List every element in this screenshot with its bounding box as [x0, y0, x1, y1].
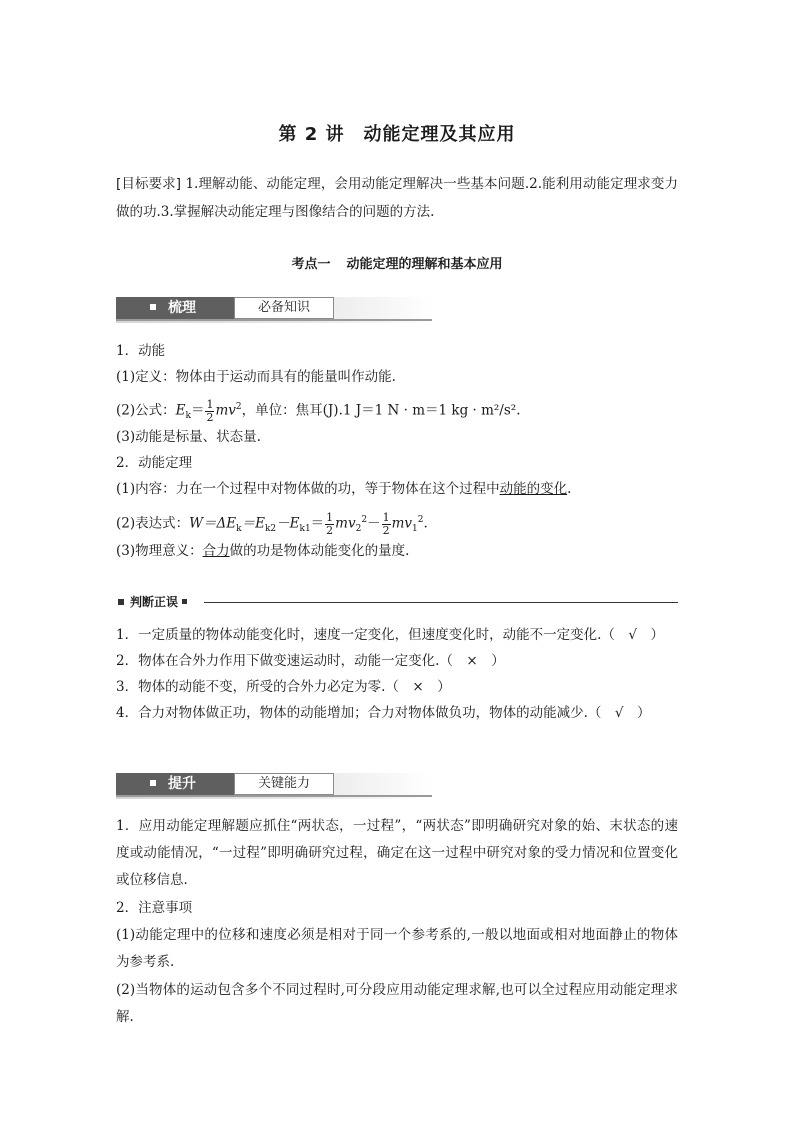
square-bullet-icon — [182, 599, 187, 604]
fraction-one-half: $\frac{1}{2}$ — [206, 397, 214, 424]
learning-goals — [116, 170, 678, 226]
judge-item: 2．物体在合外力作用下做变速运动时，动能一定变化.（ × ） — [116, 653, 505, 669]
section-tab-improve: 提升 — [116, 773, 234, 795]
header-rule — [204, 602, 678, 603]
formula-line: (2)公式：$E_k=$ $\frac{1}{2}$ $mv^2$，单位：焦耳(J).1 J＝1 N · m＝1 kg · m²/s². — [116, 397, 521, 424]
judge-header: 判断正误 — [116, 594, 678, 610]
judge-item: 4．合力对物体做正功，物体的动能增加；合力对物体做负功，物体的动能减少.（ √ ） — [116, 705, 651, 721]
paragraph-note-2: (2)当物体的运动包含多个不同过程时,可分段应用动能定理求解,也可以全过程应用动能定理求解. — [116, 982, 678, 1025]
section-subtab-skills: 关键能力 — [234, 773, 334, 795]
paragraph-note-1: (1)动能定理中的位移和速度必须是相对于同一个参考系的,一般以地面或相对地面静止的物体为参考系. — [116, 927, 678, 970]
paragraph-principles: 1．应用动能定理解题应抓住“两状态，一过程”，“两状态”即明确研究对象的始、末状态的速度或动能情况，“一过程”即明确研究过程，确定在这一过程中研究对象的受力情况和位置变化或位移信息. — [116, 818, 678, 888]
fraction-one-half: $\frac{1}{2}$ — [382, 510, 390, 537]
fraction-one-half: $\frac{1}{2}$ — [326, 510, 334, 537]
square-bullet-icon — [150, 780, 156, 786]
expression-line: (2)表达式：$W=\Delta E_k=E_{k2}-E_{k1}=$ $\frac{1}{2}$ $mv_2^2-$ $\frac{1}{2}$ $mv_1^2$. — [116, 510, 428, 537]
square-bullet-icon — [118, 599, 124, 605]
heading-kinetic-energy: 1．动能 — [116, 343, 166, 359]
content-line: (1)内容：力在一个过程中对物体做的功，等于物体在这个过程中动能的变化. — [116, 481, 572, 497]
underlined-term: 动能的变化 — [499, 481, 568, 497]
judge-answer: （ √ ） — [587, 705, 651, 721]
section-band-review — [116, 297, 432, 323]
goals-tag: [目标要求] — [116, 176, 182, 192]
lecture-title: 第 2 讲 动能定理及其应用 — [278, 124, 516, 145]
judge-answer: （ √ ） — [601, 627, 664, 643]
band-underline — [116, 319, 432, 321]
exam-point-heading — [116, 253, 678, 272]
band-underline — [116, 795, 432, 797]
judge-answer: （ × ） — [439, 653, 505, 669]
meaning-line: (3)物理意义：合力做的功是物体动能变化的量度. — [116, 543, 410, 559]
heading-theorem: 2．动能定理 — [116, 455, 193, 471]
heading-notes: 2．注意事项 — [116, 900, 193, 916]
section-band-improve — [116, 773, 432, 799]
section1-content — [116, 338, 678, 564]
definition-line: (1)定义：物体由于运动而具有的能量叫作动能. — [116, 369, 396, 385]
judge-item: 1．一定质量的物体动能变化时，速度一定变化，但速度变化时，动能不一定变化.（ √ ） — [116, 627, 664, 643]
section-subtab-knowledge: 必备知识 — [234, 297, 334, 319]
judge-answer: （ × ） — [385, 679, 451, 695]
exam-point-label: 考点一 — [291, 257, 331, 272]
judge-item: 3．物体的动能不变，所受的合外力必定为零.（ × ） — [116, 679, 451, 695]
exam-point-name: 动能定理的理解和基本应用 — [346, 257, 503, 272]
goals-text: 1.理解动能、动能定理，会用动能定理解决一些基本问题.2.能利用动能定理求变力做的功.3.掌握解决动能定理与图像结合的问题的方法. — [116, 176, 678, 220]
square-bullet-icon — [150, 304, 156, 310]
judge-items — [116, 622, 678, 726]
scalar-line: (3)动能是标量、状态量. — [116, 429, 261, 445]
underlined-term: 合力 — [202, 543, 230, 559]
section-tab-review: 梳理 — [116, 297, 234, 319]
